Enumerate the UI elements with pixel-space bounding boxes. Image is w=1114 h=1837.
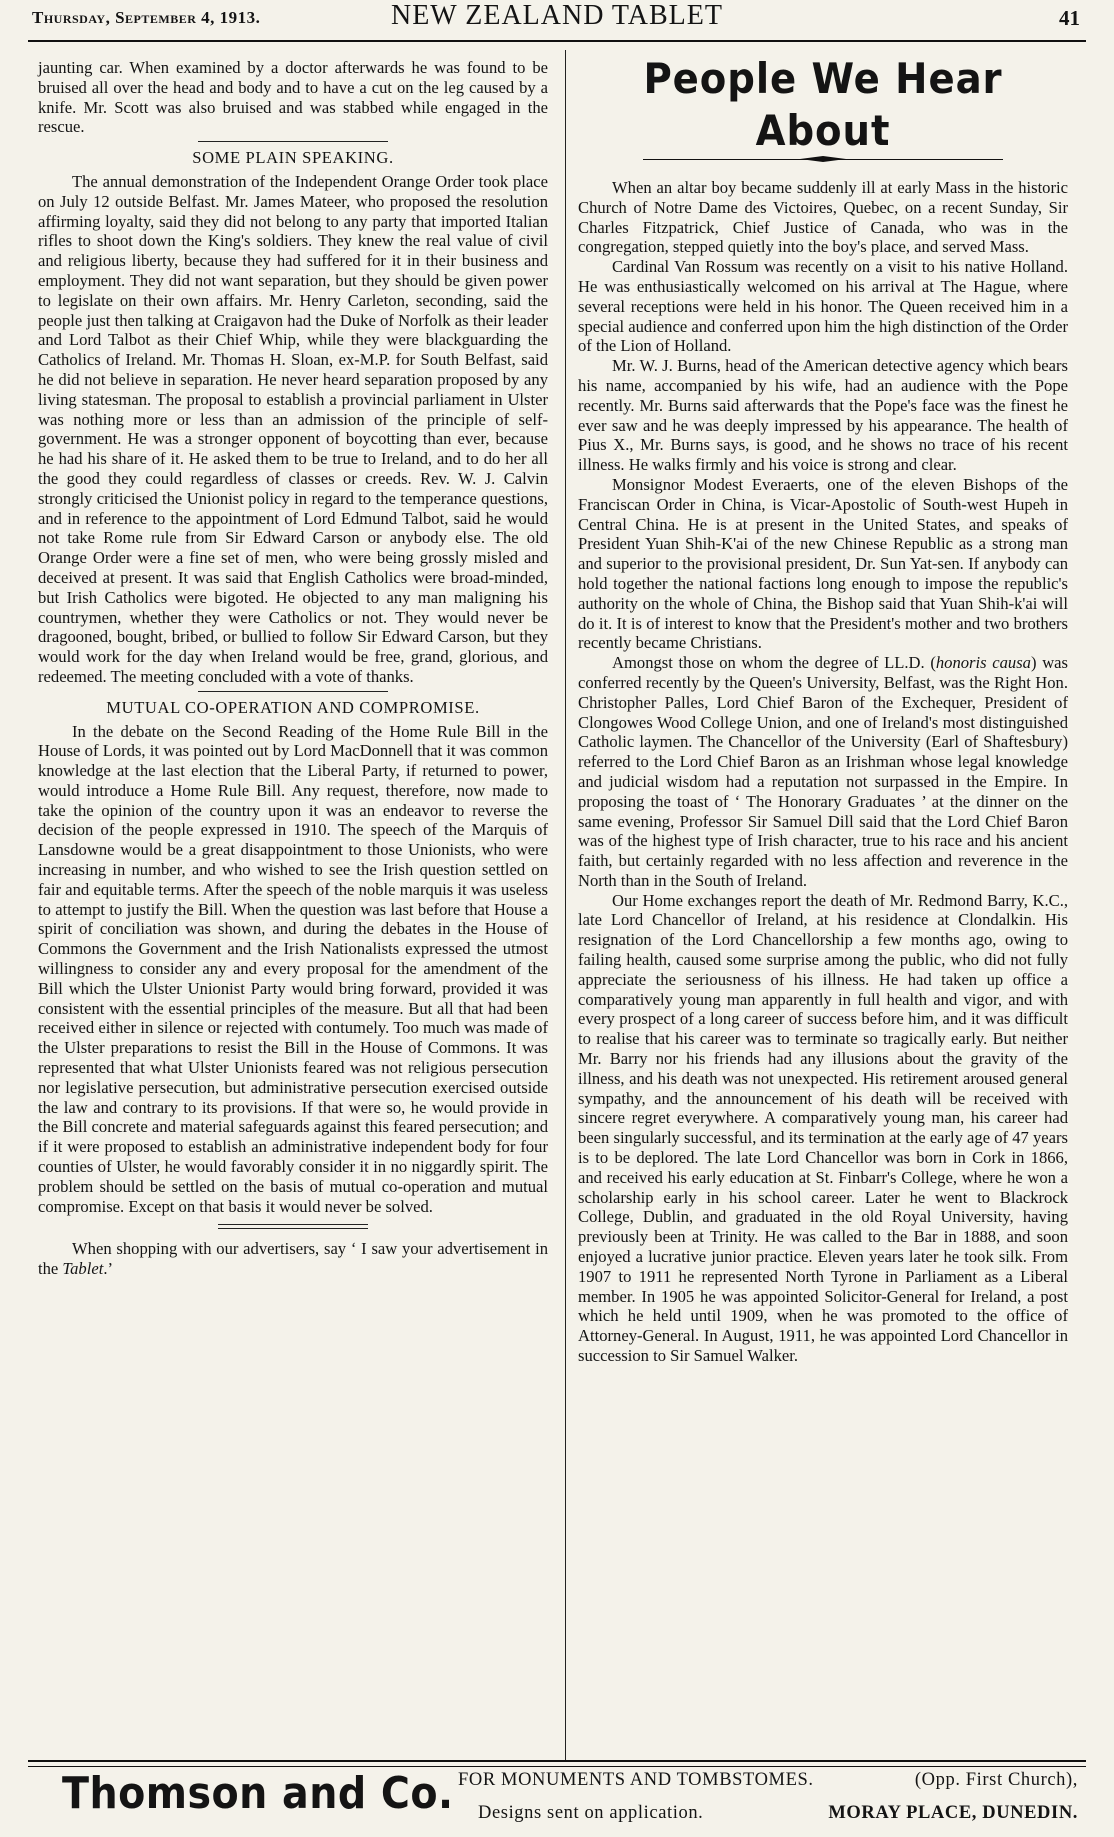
article-paragraph: Amongst those on whom the degree of LL.D. (honoris causa) was conferred recently by the Queen's University, Belfast, was the Right Hon. Christopher Palles, Lord Chief Baron of the Exchequer, President of Clongowes Wood College Union, and one of Ireland's most distinguished Catholic laymen. The Chancellor of the University (Earl of Shaftesbury) referred to the Lord Chief Baron as an Irishman whose legal knowledge and judicial wisdom had a reputation not surpassed in the Empire. In proposing the toast of ‘ The Honorary Graduates ’ at the dinner on the same evening, Professor Sir Samuel Dill said that the Lord Chief Baron was of the highest type of Irish character, true to his race and his ancient faith, but certainly regarded with no less affection and reverence in the North than in the South of Ireland. (578, 653, 1069, 890)
end-rule (218, 1224, 368, 1229)
section-rule (198, 691, 388, 692)
left-column (38, 58, 548, 1279)
section-heading-plain-speaking: SOME PLAIN SPEAKING. (192, 148, 394, 168)
article-paragraph: In the debate on the Second Reading of the Home Rule Bill in the House of Lords, it was pointed out by Lord MacDonnell that it was common knowledge at the last election that the Liberal Party, if returned to power, would introduce a Home Rule Bill. Any request, therefore, now made to take the opinion of the country upon it was an endeavor to reverse the decision of the people expressed in 1910. The speech of the Marquis of Lansdowne would be a great disappointment to those Unionists, who were increasing in number, and who wished to see the Irish question settled on fair and equitable terms. After the speech of the noble marquis it was useless to attempt to justify the Bill. When the question was last before that House a spirit of conciliation was shown, and during the debates in the House of Commons the Government and the Irish Nationalists expressed the utmost willingness to consider any and every proposal for the amendment of the Bill which the Ulster Unionist Party would bring forward, provided it was consistent with the essential principles of the measure. But all that had been received either in silence or rejected with contumely. Too much was made of the Ulster preparations to resist the Bill in the House of Commons. It was represented that what Ulster Unionists feared was not religious persecution nor legislative persecution, but administrative persecution exercised outside the law and contrary to its provisions. If that were so, he would provide in the Bill concrete and material safeguards against this feared persecution; and if it were proposed to establish an administrative independent body for four counties of Ulster, he would favorably consider it in no niggardly spirit. The problem should be settled on the basis of mutual co-operation and mutual compromise. Except on that basis it would never be solved. (38, 721, 548, 1216)
article-paragraph: Cardinal Van Rossum was recently on a visit to his native Holland. He was enthusiastically welcomed on his arrival at The Hague, where several receptions were held in his honor. The Queen received him in a special audience and conferred upon him the high distinction of the Order of the Lion of Holland. (578, 257, 1068, 356)
continued-paragraph: jaunting car. When examined by a doctor afterwards he was found to be bruised all over the head and body and to have a cut on the leg caused by a knife. Mr. Scott was also bruised and was stabbed while engaged in the rescue. (38, 58, 548, 137)
article-paragraph: Our Home exchanges report the death of Mr. Redmond Barry, K.C., late Lord Chancellor of Ireland, at his residence at Clondalkin. His resignation of the Lord Chancellorship a few months ago, owing to failing health, caused some surprise among the public, who did not fully appreciate the seriousness of his illness. He had taken up office a comparatively young man apparently in full health and vigor, and with every prospect of a long career of success before him, and it was difficult to realise that his career was to terminate so tragically early. But neither Mr. Barry nor his friends had any illusions about the gravity of the illness, and his death was not unexpected. His retirement aroused general sympathy, and the announcement of his death will be received with sincere regret everywhere. A comparatively young man, his career had been singularly successful, and its termination at the early age of 47 years is to be deplored. The late Lord Chancellor was born in Cork in 1866, and received his early education at St. Finbarr's College, where he won a scholarship early in his school career. Later he went to Blackrock College, Dublin, and graduated in the old Royal University, having previously been at Trinity. He was called to the Bar in 1888, and soon enjoyed a lucrative junior practice. Eleven years later he took silk. From 1907 to 1911 he represented North Tyrone in Parliament as a Liberal member. In 1905 he was appointed Solicitor-General for Ireland, a post which he held until 1909, when he was promoted to the office of Attorney-General. In August, 1911, he was appointed Lord Chancellor in succession to Sir Samuel Walker. (578, 890, 1068, 1366)
section-heading-mutual-cooperation: MUTUAL CO-OPERATION AND COMPROMISE. (106, 697, 480, 717)
advertiser-name: Thomson and Co. (62, 1768, 454, 1819)
advertisement-line-2: Designs sent on application. MORAY PLACE, DUNEDIN. (478, 1803, 1078, 1823)
title-ornament-rule (643, 159, 1003, 160)
section-rule (198, 141, 388, 142)
page-number: 41 (1059, 6, 1080, 30)
column-divider (565, 50, 566, 1760)
masthead-title: NEW ZEALAND TABLET (390, 0, 723, 31)
advertisement-line-1: FOR MONUMENTS AND TOMBSTOMES. (Opp. First Church), (458, 1770, 1078, 1790)
advertiser-note: When shopping with our advertisers, say ‘ I saw your advertisement in the Tablet.’ (38, 1239, 548, 1279)
column-title: People We Hear About (643, 54, 1003, 155)
issue-date: Thursday, September 4, 1913. (32, 8, 261, 27)
page-header (28, 0, 1086, 42)
article-paragraph: The annual demonstration of the Independent Orange Order took place on July 12 outside Belfast. Mr. James Mateer, who proposed the resolution affirming loyalty, said they did not belong to any party that imported Italian rifles to shoot down the King's soldiers. They knew the real value of civil and religious liberty, because they had suffered for it in their business and employment. They did not want separation, but they should be given power to legislate on their own affairs. Mr. Henry Carleton, seconding, said the people just then talking at Craigavon had the Duke of Norfolk as their leader and Lord Talbot as their Chief Whip, while they were blackguarding the Catholics of Ireland. Mr. Thomas H. Sloan, ex-M.P. for South Belfast, said he did not believe in separation. He never heard separation proposed by any living statesman. The proposal to establish a provincial parliament in Ulster was nothing more or less than an admission of the principle of self-government. He was a stronger opponent of boycotting than ever, because he had his share of it. He asked them to be true to Ireland, and to do her all the good they could regardless of classes or creeds. Rev. W. J. Calvin strongly criticised the Unionist policy in regard to the temperance questions, and in reference to the appointment of Lord Edmund Talbot, said he would not take Rome rule from Sir Edward Carson or anybody else. The old Orange Order were a fine set of men, who were being grossly misled and deceived at present. It was said that English Catholics were broad-minded, but Irish Catholics were bigoted. He objected to any man maligning his countrymen, whether they were Catholics or not. They would never be dragooned, bought, bribed, or bullied to follow Sir Edward Carson, but they would work for the day when Ireland would be free, grand, glorious, and redeemed. The meeting concluded with a vote of thanks. (38, 171, 548, 686)
article-paragraph: Mr. W. J. Burns, head of the American detective agency which bears his name, accompanied by his wife, had an audience with the Pope recently. Mr. Burns said afterwards that the Pope's face was the finest he ever saw and he was deeply impressed by his appearance. The health of Pius X., Mr. Burns says, is good, and he shows no trace of his recent illness. He walks firmly and his voice is strong and clear. (578, 356, 1068, 475)
right-column (578, 54, 1069, 1366)
advertisement-rule (28, 1760, 1086, 1767)
article-paragraph: Monsignor Modest Everaerts, one of the eleven Bishops of the Franciscan Order in China, is Vicar-Apostolic of South-west Hupeh in Central China. He is at present in the United States, and speaks of President Yuan Shih-K'ai of the new Chinese Republic as a strong man and superior to the provisional president, Dr. Sun Yat-sen. If anybody can hold together the national factions long enough to impose the republic's authority on the whole of China, the Bishop said that Yuan Shih-k'ai will do it. It is of interest to know that the President's mother and two brothers recently became Christians. (578, 474, 1068, 653)
article-paragraph: When an altar boy became suddenly ill at early Mass in the historic Church of Notre Dame des Victoires, Quebec, on a recent Sunday, Sir Charles Fitzpatrick, Chief Justice of Canada, who was in the congregation, stepped quietly into the boy's place, and served Mass. (578, 178, 1068, 257)
